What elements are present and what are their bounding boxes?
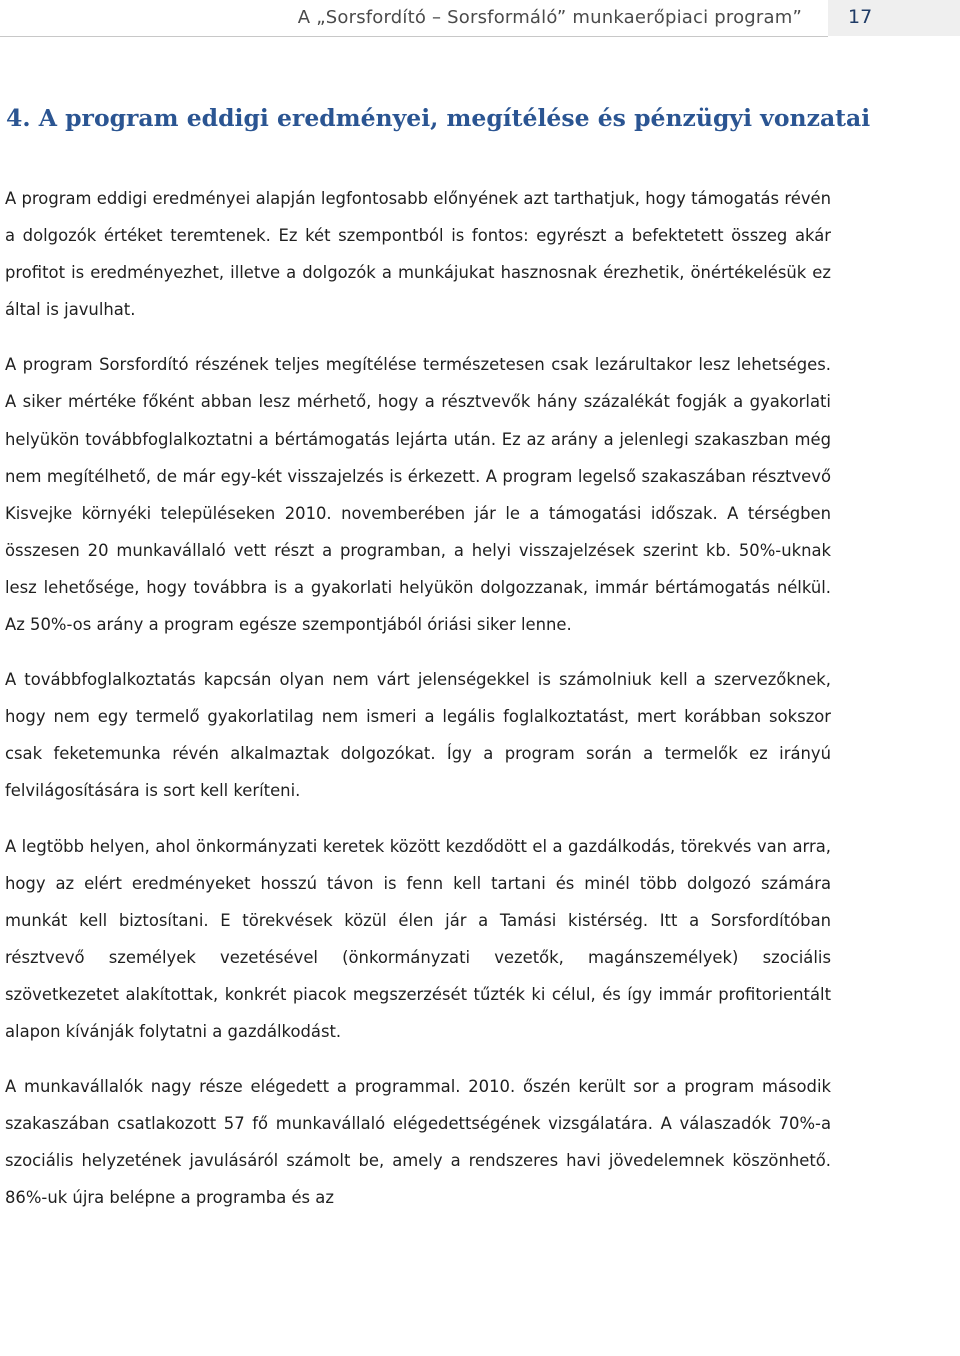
paragraph-5: A munkavállalók nagy része elégedett a programmal. 2010. őszén került sor a program második szakaszában csatlakozott 57 fő munkavállaló elégedettségének vizsgálatára. A válaszadók 70%-a szociális helyzetének javulásáról számolt be, amely a rendszeres havi jövedelemnek köszönhető. 86%-uk újra belépne a programba és az [5,1077,831,1208]
paragraph-4: A legtöbb helyen, ahol önkormányzati keretek között kezdődött el a gazdálkodás, törekvés van arra, hogy az elért eredményeket hosszú távon is fenn kell tartani és minél több dolgozó számára munkát kell biztosítani. E törekvések közül élen jár a Tamási kistérség. Itt a Sorsfordítóban résztvevő személyek vezetésével (önkormányzati vezetők, magánszemélyek) szociális szövetkezetet alakítottak, konkrét piacok megszerzését tűzték ki célul, és így immár profitorientált alapon kívánják folytatni a gazdálkodást. [5,836,831,1041]
header-divider [0,36,828,37]
body-text [5,180,831,1234]
paragraph-3: A továbbfoglalkoztatás kapcsán olyan nem várt jelenségekkel is számolniuk kell a szervezőknek, hogy nem egy termelő gyakorlatilag nem ismeri a legális foglalkoztatást, mert korábban sokszor csak feketemunka révén alkalmaztak dolgozókat. Így a program során a termelők ez irányú felvilágosítására is sort kell keríteni. [5,670,831,801]
paragraph-2: A program Sorsfordító részének teljes megítélése természetesen csak lezárultakor lesz lehetséges. A siker mértéke főként abban lesz mérhető, hogy a résztvevők hány százalékát fogják a gyakorlati helyükön továbbfoglalkoztatni a bértámogatás lejárta után. Ez az arány a jelenlegi szakaszban még nem megítélhető, de már egy-két visszajelzés is érkezett. A program legelső szakaszában résztvevő Kisvejke környéki településeken 2010. novemberében jár le a támogatási időszak. A térségben összesen 20 munkavállaló vett részt a programban, a helyi visszajelzések szerint kb. 50%-uknak lesz lehetősége, hogy továbbra is a gyakorlati helyükön dolgozzanak, immár bértámogatás nélkül. Az 50%-os arány a program egésze szempontjából óriási siker lenne. [5,355,831,635]
page-number: 17 [848,6,873,28]
section-heading: 4. A program eddigi eredményei, megítélése és pénzügyi vonzatai [6,104,871,132]
page-header [0,0,960,38]
page-number-box [828,0,960,36]
paragraph-1: A program eddigi eredményei alapján legfontosabb előnyének azt tarthatjuk, hogy támogatás révén a dolgozók értéket teremtenek. Ez két szempontból is fontos: egyrészt a befektetett összeg akár profitot is eredményezhet, illetve a dolgozók a munkájukat hasznosnak érezhetik, önértékelésük ez által is javulhat. [5,189,831,320]
running-header-title: A „Sorsfordító – Sorsformáló” munkaerőpiaci program” [297,7,802,28]
